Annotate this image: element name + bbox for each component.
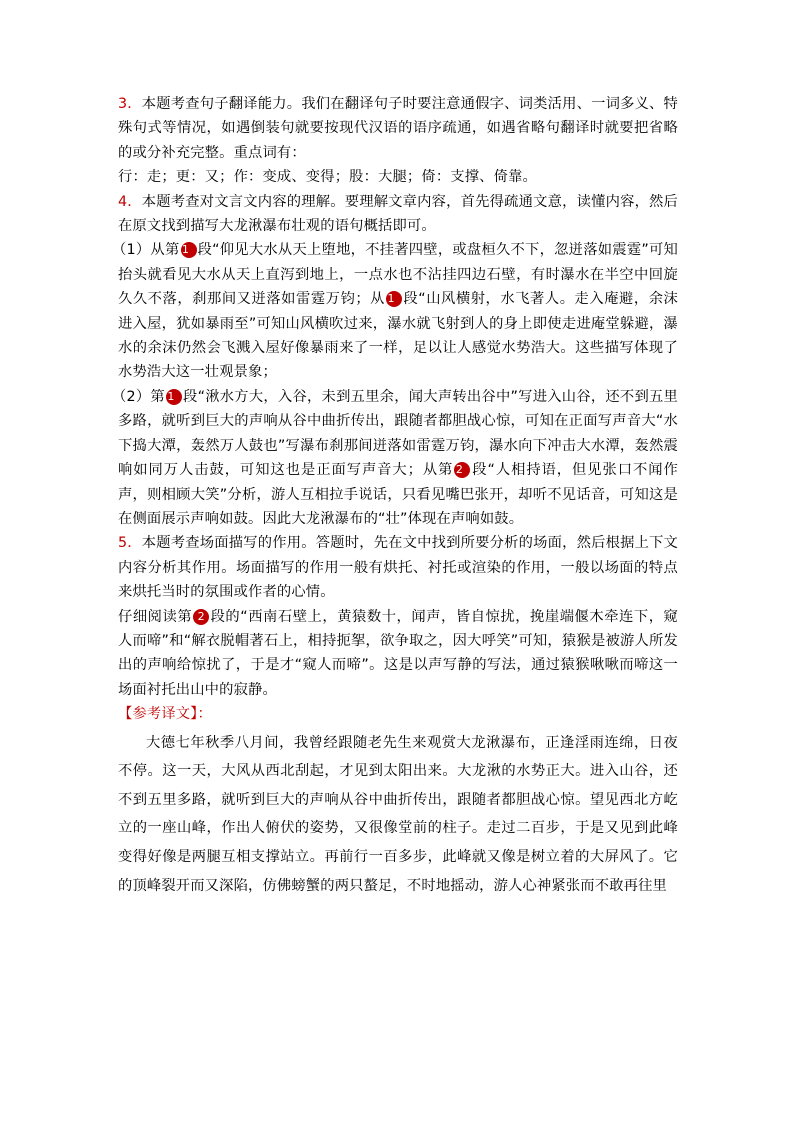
text-segment: （1）从第 <box>112 242 180 259</box>
text-segment: 段“人相持语，但见张口不闻作声，则相顾大笑”分析，游人互相拉手说话，只看见嘴巴张开，却听不见话音，可知这是在侧面展示声响如鼓。因此大龙湫瀑布的“壮”体现在声响如鼓。 <box>118 462 678 527</box>
section-text: 本题考查对文言文内容的理解。要理解文章内容，首先得疏通文意，读懂内容，然后在原文找到描写大龙湫瀑布壮观的语句概括即可。 <box>118 193 678 235</box>
key-words: 行：走；更：又；作：变成、变得；股：大腿；倚：支撑、倚靠。 <box>118 169 537 186</box>
section-5-analysis <box>118 605 678 703</box>
text-segment: 段“山风横射，水飞著人。走入庵避，余沫进入屋，犹如暴雨至”可知山风横吹过来，瀑水就飞射到人的身上即使走进庵堂躲避，瀑水的余沫仍然会飞溅入屋好像暴雨来了一样，足以让人感觉水势浩大。这些描写体现了水势浩大这一壮观景象； <box>118 291 678 381</box>
section-text: 本题考查句子翻译能力。我们在翻译句子时要注意通假字、词类活用、一词多义、特殊句式等情况，如遇倒装句就要按现代汉语的语序疏通，如遇省略句翻译时就要把省略的或分补充完整。重点词有： <box>118 96 678 161</box>
reference-translation-label: 【参考译文】： <box>118 706 212 723</box>
circled-number: 1 <box>386 291 402 307</box>
text-segment: 仔细阅读第 <box>118 608 193 625</box>
text-segment: 段“湫水方大，入谷，未到五里余，闻大声转出谷中”写进入山谷，还不到五里多路，就听到巨大的声响从谷中曲折传出，跟随者都胆战心惊，可知在正面写声音大“水下捣大潭，轰然万人鼓也”写瀑布刹那间迸落如雷霆万钧，瀑水向下冲击大水潭，轰然震响如同万人击鼓，可知这也是正面写声音大；从第 <box>118 388 678 479</box>
circled-number: 2 <box>454 462 470 478</box>
section-4-point-2 <box>112 385 678 531</box>
reference-translation-text: 大德七年秋季八月间，我曾经跟随老先生来观赏大龙湫瀑布，正逢淫雨连绵，日夜不停。这一天，大风从西北刮起，才见到太阳出来。大龙湫的水势正大。进入山谷，还不到五里多路，就听到巨大的声响从谷中曲折传出，跟随者都胆战心惊。望见西北方屹立的一座山峰，作出人俯伏的姿势，又很像堂前的柱子。走过二百步，于是又见到此峰变得好像是两腿互相支撑站立。再前行一百多步，此峰就又像是树立着的大屏风了。它的顶峰裂开而又深陷，仿佛螃蟹的两只螯足，不时地摇动，游人心神紧张而不敢再往里 <box>118 734 678 894</box>
section-number: 3． <box>118 96 142 112</box>
text-segment: 段“仰见大水从天上堕地，不挂著四壁，或盘桓久不下，忽迸落如震霆”可知抬头就看见大水从天上直泻到地上，一点水也不沾挂四边石壁，有时瀑水在半空中回旋久久不落，刹那间又迸落如雷霆万钧；从 <box>118 242 678 308</box>
section-text: 本题考查场面描写的作用。答题时，先在文中找到所要分析的场面，然后根据上下文内容分析其作用。场面描写的作用一般有烘托、衬托或渲染的作用，一般以场面的特点来烘托当时的氛围或作者的心情。 <box>118 535 678 601</box>
section-4-point-1 <box>112 238 678 384</box>
answer-content <box>112 92 678 900</box>
section-number: 4． <box>118 193 142 210</box>
circled-number: 2 <box>193 609 209 625</box>
section-4 <box>118 190 678 239</box>
section-number: 5． <box>118 535 142 552</box>
circled-number: 1 <box>166 389 182 405</box>
text-segment: （2）第 <box>112 388 165 405</box>
section-5 <box>118 531 678 604</box>
section-3 <box>118 92 678 165</box>
circled-number: 1 <box>181 242 197 258</box>
text-segment: 段的“西南石壁上，黄猿数十，闻声，皆自惊扰，挽崖端偃木牵连下，窥人而啼”和“解衣脱帽著石上，相持扼挐，欲争取之，因大呼笑”可知，猿猴是被游人所发出的声响给惊扰了，于是才“窥人而啼”。这是以声写静的写法，通过猿猴啾啾而啼这一场面衬托出山中的寂静。 <box>118 608 678 698</box>
